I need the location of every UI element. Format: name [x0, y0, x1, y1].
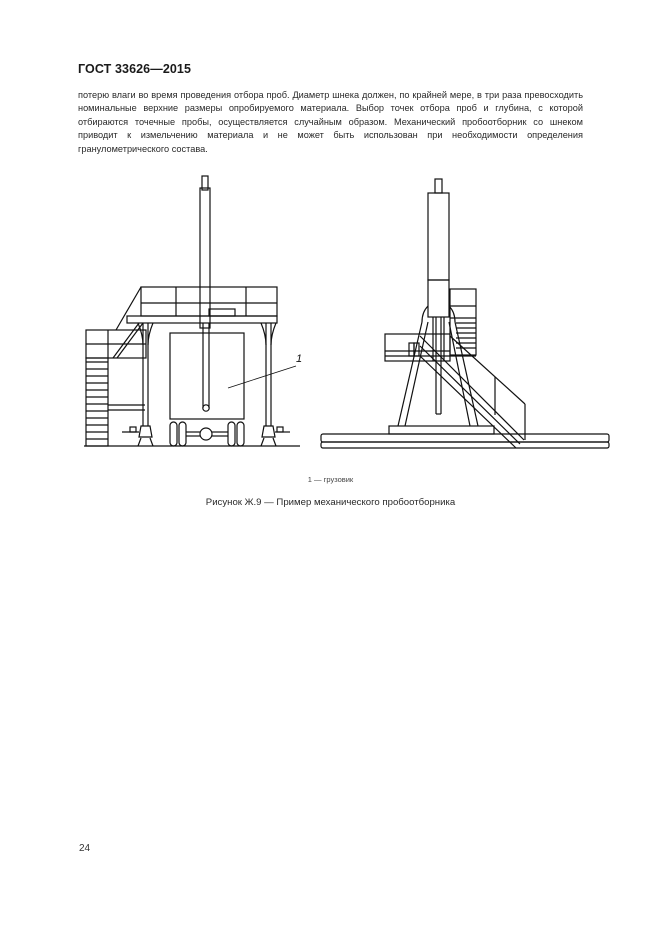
figure-drawing [70, 160, 630, 460]
page-number: 24 [79, 843, 91, 854]
document-header: ГОСТ 33626—2015 [78, 62, 192, 76]
callout-label: 1 [296, 353, 303, 365]
figure-legend: 1 — грузовик [307, 475, 354, 484]
body-paragraph: потерю влаги во время проведения отбора проб. Диаметр шнека должен, по крайней мере, в три раза превосходить номинальные верхние размеры опробируемого материала. Выбор точек отбора проб и глубина, с которой отбираются точечные пробы, осуществляется случайным образом. Механический пробоотборник со шнеком приводит к измельчению материала и не может быть использован при необходимости определения гранулометрического состава. [78, 90, 583, 154]
figure-caption: Рисунок Ж.9 — Пример механического пробоотборника [205, 497, 456, 508]
front-view-drawing [84, 176, 303, 446]
side-view-drawing [321, 179, 609, 448]
